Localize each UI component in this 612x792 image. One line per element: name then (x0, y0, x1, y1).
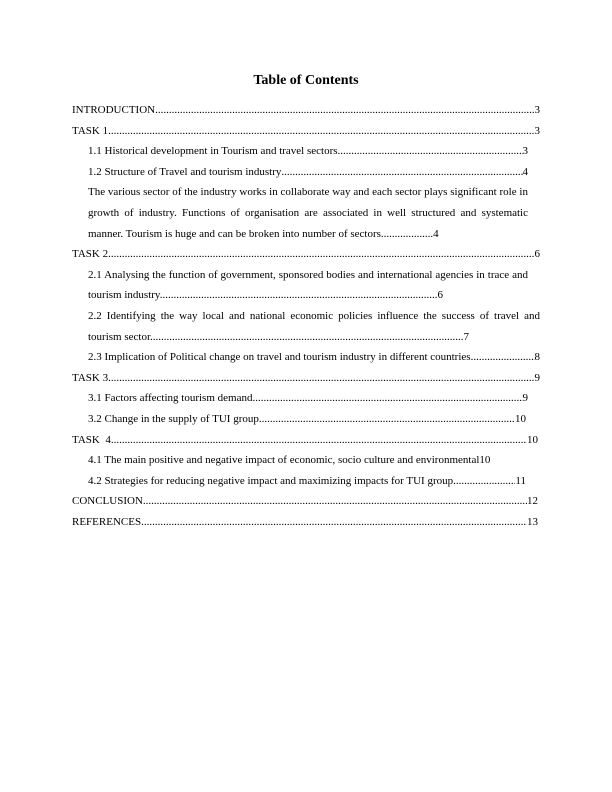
toc-entry-label: 1.1 Historical development in Tourism and travel sectors (88, 141, 338, 162)
toc-page-number: 9 (534, 371, 540, 384)
toc-leader-dots (143, 491, 527, 512)
toc-entry-label: 1.2 Structure of Travel and tourism industry (88, 162, 281, 183)
toc-page-number: 3 (522, 145, 528, 158)
toc-entry-task-4[interactable] (72, 430, 540, 451)
toc-leader-dots (155, 100, 534, 121)
toc-leader-dots: ..................................................................................................... (159, 289, 438, 302)
toc-page-number: 11 (515, 474, 526, 487)
toc-entry-3-2[interactable] (72, 409, 540, 430)
toc-page-number: 13 (527, 515, 538, 528)
toc-leader-dots (381, 228, 433, 240)
toc-leader-dots (471, 347, 535, 368)
toc-entry-2-1[interactable] (72, 265, 540, 306)
toc-entry-label: REFERENCES (72, 512, 141, 533)
toc-entry-label: TASK 1 (72, 121, 108, 142)
toc-page-number: 10 (527, 433, 538, 446)
toc-leader-dots (281, 162, 522, 183)
table-of-contents (72, 100, 540, 532)
toc-entry-1-1[interactable] (72, 141, 540, 162)
toc-entry-1-2[interactable] (72, 162, 540, 183)
toc-page-number: 12 (527, 495, 538, 508)
toc-leader-dots (108, 121, 534, 142)
toc-page-number: 3 (534, 124, 540, 137)
toc-leader-dots: .................................................................................................................. (150, 330, 464, 343)
toc-leader-dots (252, 388, 522, 409)
toc-leader-dots (453, 471, 515, 492)
toc-entry-label: TASK 3 (72, 368, 108, 389)
toc-page-number: 6 (534, 248, 540, 261)
toc-page-number: 4 (433, 227, 439, 240)
toc-entry-label: 3.2 Change in the supply of TUI group (88, 409, 259, 430)
toc-page-number: 7 (463, 330, 470, 343)
toc-entry-label: 2.1 Analysing the function of government, sponsored bodies and international agencies in trace and tourism industry (88, 268, 528, 302)
toc-entry-task-3[interactable] (72, 368, 540, 389)
toc-entry-4-1[interactable] (72, 450, 540, 471)
toc-leader-dots (259, 409, 515, 430)
toc-entry-3-1[interactable] (72, 388, 540, 409)
toc-entry-label: 4.1 The main positive and negative impact of economic, socio culture and environmental (88, 450, 479, 471)
toc-leader-dots (141, 512, 527, 533)
toc-entry-task-2[interactable] (72, 244, 540, 265)
toc-entry-label: TASK 2 (72, 244, 108, 265)
page-title: Table of Contents (253, 73, 359, 88)
toc-leader-dots (108, 244, 534, 265)
toc-entry-task-1[interactable] (72, 121, 540, 142)
toc-entry-label: INTRODUCTION (72, 100, 155, 121)
toc-leader-dots (338, 141, 523, 162)
toc-entry-2-3[interactable] (72, 347, 540, 368)
toc-leader-dots (111, 430, 527, 451)
toc-entry-conclusion[interactable] (72, 491, 540, 512)
toc-page-number: 10 (479, 454, 491, 467)
toc-page-number: 10 (515, 412, 526, 425)
toc-entry-4-2[interactable] (72, 471, 540, 492)
toc-page-number: 8 (534, 351, 540, 364)
toc-entry-2-2[interactable] (72, 306, 540, 347)
toc-entry-introduction[interactable] (72, 100, 540, 121)
toc-entry-label: 2.3 Implication of Political change on travel and tourism industry in different countries (88, 347, 471, 368)
toc-entry-references[interactable] (72, 512, 540, 533)
toc-page-number: 3 (534, 104, 540, 116)
toc-leader-dots (108, 368, 534, 389)
toc-page-number: 6 (437, 289, 443, 302)
toc-entry-label: CONCLUSION (72, 491, 143, 512)
toc-page-number: 9 (522, 392, 528, 405)
toc-entry-label: 3.1 Factors affecting tourism demand (88, 388, 252, 409)
toc-page-number: 4 (522, 165, 528, 178)
toc-entry-label: TASK 4 (72, 430, 111, 451)
toc-entry-label: 4.2 Strategies for reducing negative impact and maximizing impacts for TUI group (88, 471, 453, 492)
toc-entry-label: 2.2 Identifying the way local and national economic policies influence the success of travel and tourism sector (88, 309, 540, 343)
toc-entry-sector-description[interactable] (72, 182, 540, 244)
toc-entry-label: The various sector of the industry works in collaborate way and each sector plays significant role in growth of industry. Functions of organisation are associated in well structured and systematic manner. Tourism is huge and can be broken into number of sectors (88, 186, 528, 240)
